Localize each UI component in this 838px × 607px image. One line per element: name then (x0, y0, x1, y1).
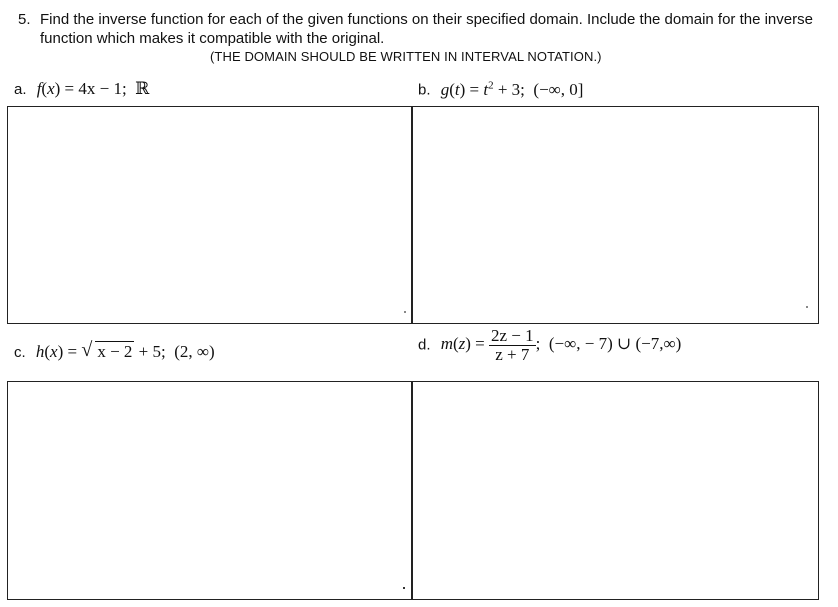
fraction-numerator: 2z − 1 (491, 326, 534, 345)
part-d-label: d. (418, 336, 431, 354)
problem-statement (18, 10, 818, 48)
part-a-domain: ℝ (135, 79, 150, 98)
part-d-function: m(z) = $\frac{2z - 1}{z + 7}$ ; (−∞, − 7) ∪ (−7,∞) (440, 326, 682, 364)
part-b (418, 79, 583, 100)
stray-mark (403, 587, 405, 589)
stray-mark (806, 306, 808, 308)
part-a (14, 79, 149, 99)
part-c-domain: (2, ∞) (174, 342, 215, 361)
part-c-function: h(x) = √ x − 2 + 5; (2, ∞) (35, 339, 215, 361)
answer-box-d[interactable] (411, 381, 819, 600)
fraction-denominator: z + 7 (495, 345, 530, 364)
part-b-domain: (−∞, 0] (533, 79, 584, 99)
part-d (418, 327, 681, 364)
problem-number: 5. (18, 11, 31, 28)
part-a-function: f(x) = 4x − 1; ℝ (36, 79, 150, 98)
part-c (14, 339, 215, 362)
part-b-label: b. (418, 81, 431, 99)
answer-box-c[interactable] (7, 381, 413, 600)
part-c-label: c. (14, 344, 26, 361)
domain-note: (THE DOMAIN SHOULD BE WRITTEN IN INTERVAL NOTATION.) (210, 49, 602, 64)
answer-box-b[interactable] (411, 106, 819, 324)
sqrt-symbol: √ x − 2 (81, 339, 133, 361)
fraction (489, 327, 536, 364)
part-d-domain: (−∞, − 7) ∪ (−7,∞) (548, 334, 682, 354)
part-b-function: $g(t) = t^2 + 3$; (−∞, 0] (440, 79, 584, 99)
problem-text: Find the inverse function for each of the given functions on their specified domain. Include the domain for the inverse function which makes it compatible with the original. (40, 11, 813, 47)
answer-box-a[interactable] (7, 106, 413, 324)
stray-mark (404, 311, 406, 313)
part-a-label: a. (14, 81, 27, 98)
